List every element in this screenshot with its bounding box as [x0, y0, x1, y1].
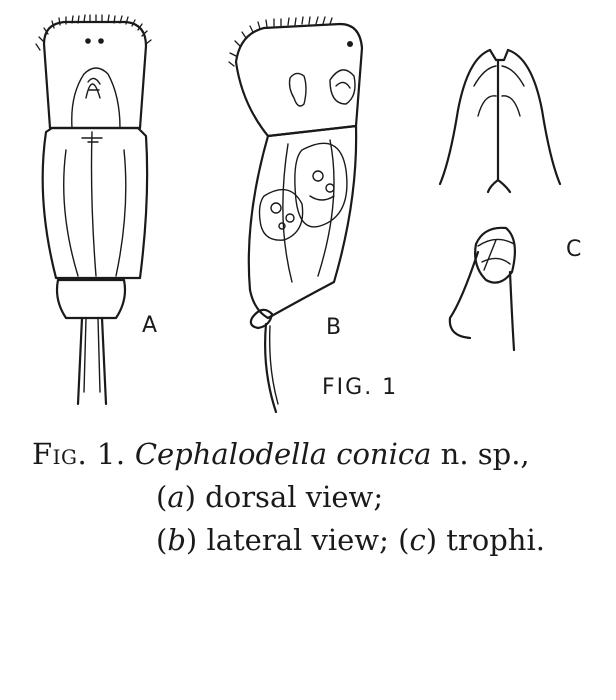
part-a-letter: a: [167, 480, 185, 514]
species-suffix: n. sp.,: [431, 437, 530, 471]
panel-label-a: A: [142, 313, 158, 338]
lateral-view-drawing: [229, 17, 362, 412]
dorsal-view-drawing: [36, 15, 151, 404]
inline-figure-label: FIG. 1: [322, 375, 399, 400]
figure-caption: [32, 433, 612, 562]
part-b-letter: b: [167, 523, 186, 557]
trophi-drawing: [440, 50, 560, 350]
part-c-description: trophi.: [437, 523, 545, 557]
species-name: Cephalodella conica: [134, 437, 432, 471]
panel-label-b: B: [326, 315, 342, 340]
caption-line-3: (b) lateral view; (c) trophi.: [156, 523, 545, 557]
part-c-letter: c: [409, 523, 426, 557]
part-a-description: dorsal view;: [195, 480, 384, 514]
panel-label-c: C: [566, 237, 582, 262]
part-b-description: lateral view;: [197, 523, 399, 557]
caption-line-2: (a) dorsal view;: [156, 480, 384, 514]
caption-figure-number: Fig. 1.: [32, 437, 126, 471]
caption-line-1: [32, 433, 612, 476]
